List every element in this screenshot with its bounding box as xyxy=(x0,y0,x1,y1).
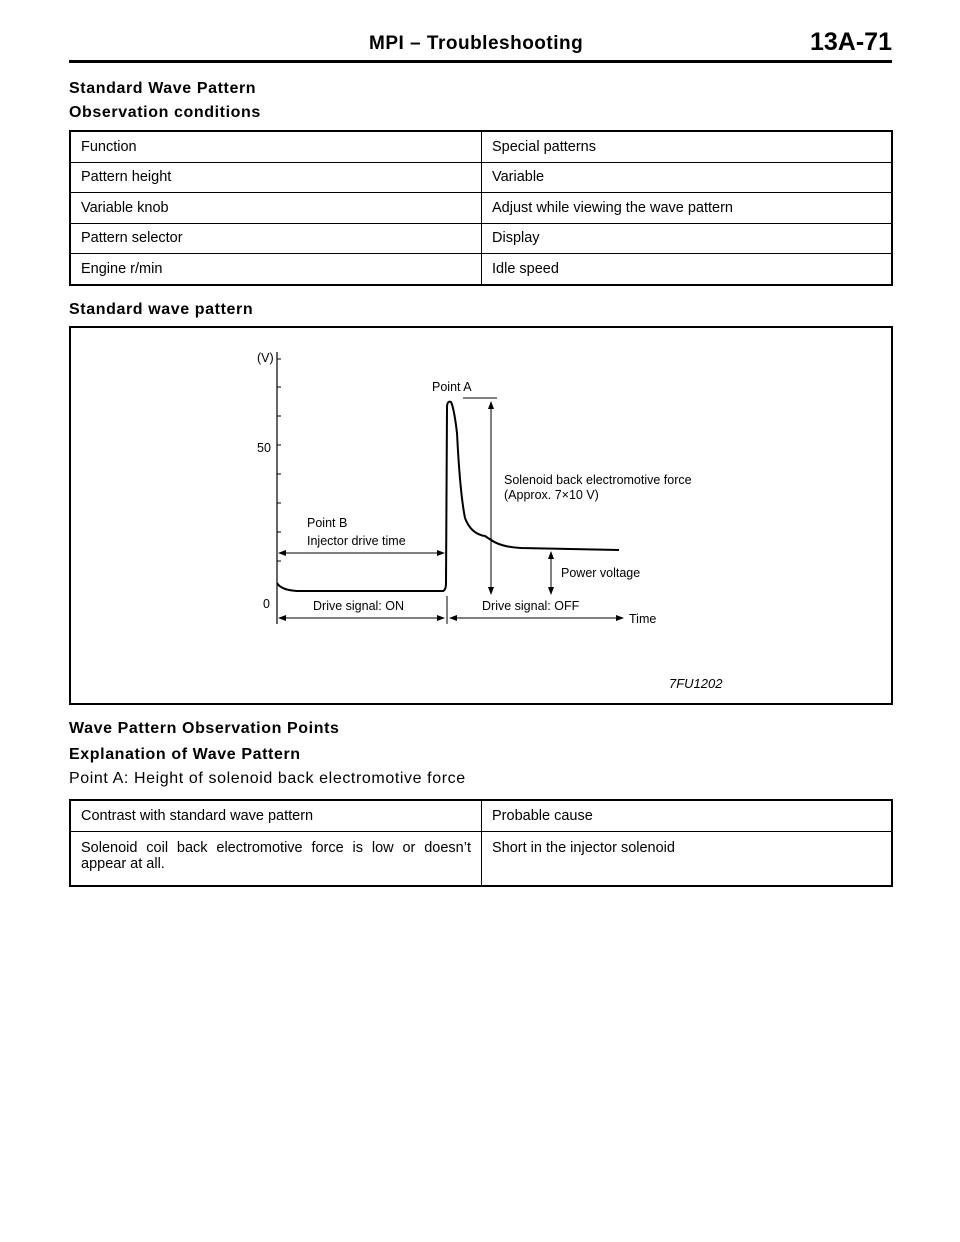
wave-pattern-figure xyxy=(69,326,893,705)
drive-signal-on-label: Drive signal: ON xyxy=(313,599,404,613)
table-cell-value: Special patterns xyxy=(482,131,893,162)
table-cell-value: Variable xyxy=(482,162,893,193)
wave-pattern-diagram xyxy=(71,328,891,703)
section-heading-standard-wave-pattern-figure: Standard wave pattern xyxy=(69,301,254,318)
section-subheading-observation-conditions: Observation conditions xyxy=(69,104,261,121)
table-row xyxy=(70,254,892,285)
injector-drive-time-label: Injector drive time xyxy=(307,534,406,548)
table-cell-label: Pattern height xyxy=(70,162,482,193)
observation-conditions-table xyxy=(69,130,893,286)
table-header-contrast: Contrast with standard wave pattern xyxy=(70,800,482,832)
table-cell-label: Variable knob xyxy=(70,193,482,224)
table-row xyxy=(70,162,892,193)
point-b-label: Point B xyxy=(307,516,348,530)
section-heading-explanation: Explanation of Wave Pattern xyxy=(69,746,301,763)
probable-cause-table xyxy=(69,799,893,887)
table-cell-value: Adjust while viewing the wave pattern xyxy=(482,193,893,224)
table-cell-label: Function xyxy=(70,131,482,162)
table-row xyxy=(70,193,892,224)
back-emf-label: Solenoid back electromotive force xyxy=(504,473,692,487)
table-cell-label: Pattern selector xyxy=(70,223,482,254)
section-heading-observation-points: Wave Pattern Observation Points xyxy=(69,720,340,737)
table-cell-contrast: Solenoid coil back electromotive force is low or doesn’t appear at all. xyxy=(70,832,482,887)
header-title: MPI – Troubleshooting xyxy=(369,33,584,54)
table-row xyxy=(70,223,892,254)
table-header-row xyxy=(70,800,892,832)
table-row xyxy=(70,131,892,162)
power-voltage-label: Power voltage xyxy=(561,566,641,580)
drive-signal-off-label: Drive signal: OFF xyxy=(482,599,580,613)
page-header xyxy=(69,28,892,63)
point-a-label: Point A xyxy=(432,380,472,394)
page-number: 13A-71 xyxy=(810,28,892,56)
section-heading-standard-wave-pattern: Standard Wave Pattern xyxy=(69,80,257,97)
back-emf-value: (Approx. 7×10 V) xyxy=(504,488,599,502)
y-tick-label-0: 0 xyxy=(263,597,270,611)
point-a-description: Point A: Height of solenoid back electromotive force xyxy=(69,770,466,787)
figure-code: 7FU1202 xyxy=(669,676,723,691)
y-tick-label-50: 50 xyxy=(257,441,271,455)
time-axis-label: Time xyxy=(629,612,657,626)
table-cell-label: Engine r/min xyxy=(70,254,482,285)
y-axis-unit-label: (V) xyxy=(257,351,274,365)
table-row xyxy=(70,832,892,887)
table-cell-cause: Short in the injector solenoid xyxy=(482,832,893,887)
table-cell-value: Display xyxy=(482,223,893,254)
table-cell-value: Idle speed xyxy=(482,254,893,285)
table-header-probable-cause: Probable cause xyxy=(482,800,893,832)
